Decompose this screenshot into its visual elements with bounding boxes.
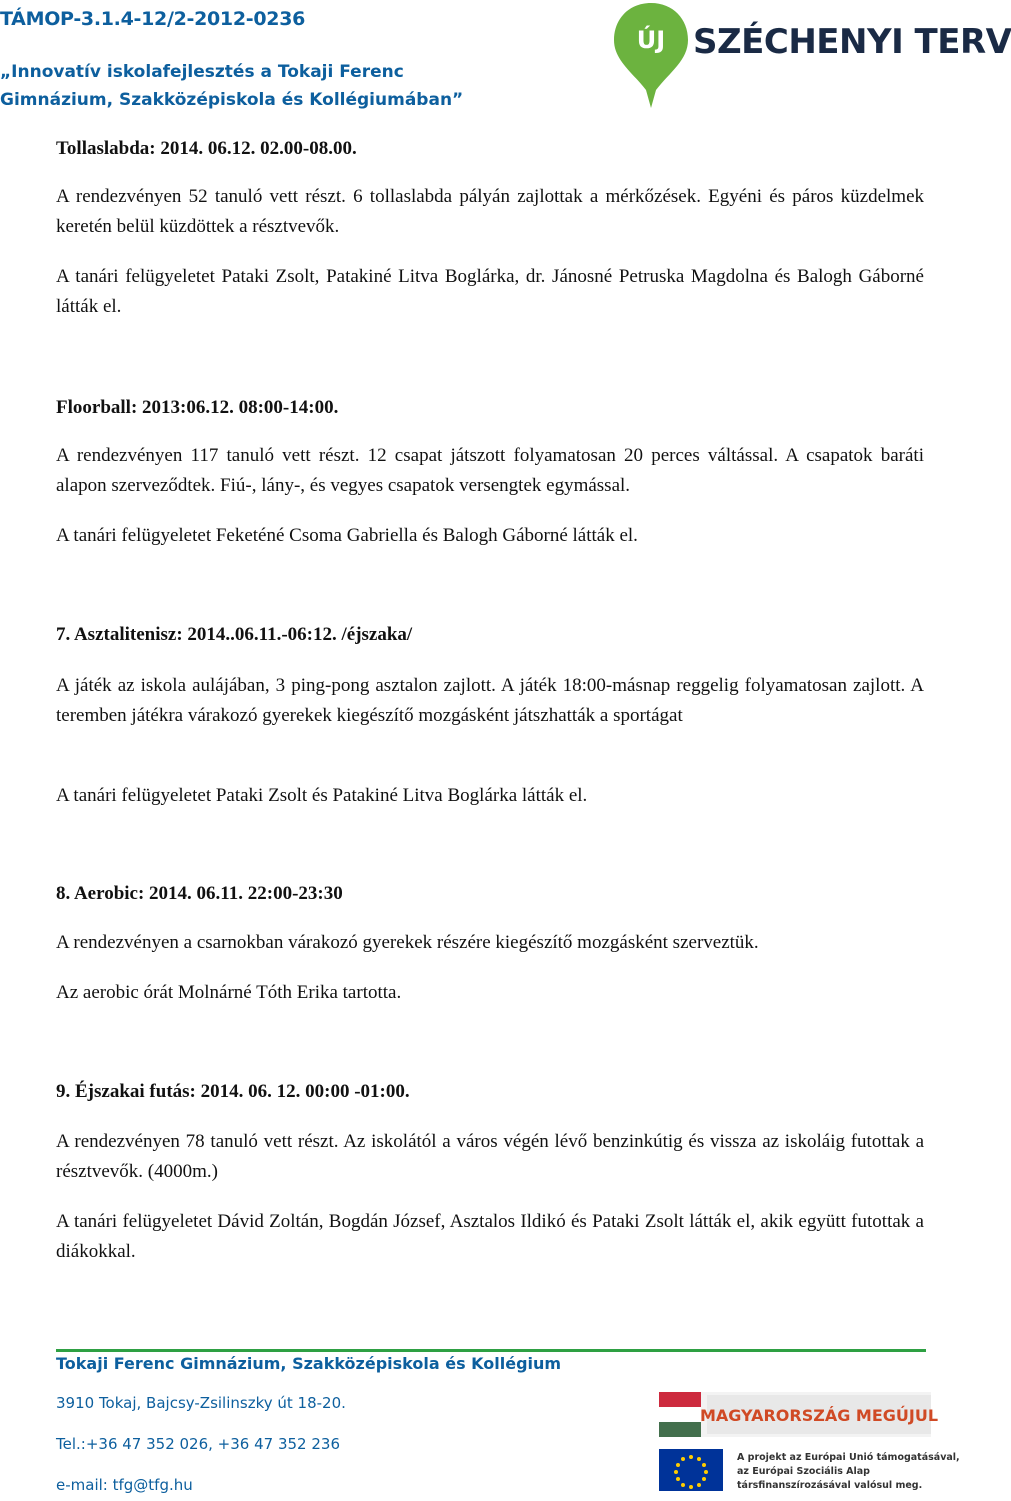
footer-address: 3910 Tokaj, Bajcsy-Zsilinszky út 18-20. (56, 1394, 346, 1412)
eu-support-badge (659, 1447, 960, 1493)
section-paragraph: A játék az iskola aulájában, 3 ping-pong asztalon zajlott. A játék 18:00-másnap reggelig folyamatosan zajlott. A teremben játékra várakozó gyerekek kiegészítő mozgásként játszhatták a sportágat (56, 675, 924, 726)
footer-rule (56, 1349, 926, 1352)
section-paragraph: A tanári felügyeletet Dávid Zoltán, Bogdán József, Asztalos Ildikó és Pataki Zsolt látták el, akik együtt futottak a diákokkal. (56, 1211, 924, 1262)
project-code: TÁMOP-3.1.4-12/2-2012-0236 (0, 8, 306, 30)
section-paragraph: A rendezvényen a csarnokban várakozó gyerekek részére kiegészítő mozgásként szerveztük. (56, 932, 759, 953)
footer-school-name: Tokaji Ferenc Gimnázium, Szakközépiskola és Kollégium (56, 1354, 562, 1373)
section-paragraph: A tanári felügyeletet Feketéné Csoma Gabriella és Balogh Gáborné látták el. (56, 525, 638, 546)
section-paragraph: A rendezvényen 78 tanuló vett részt. Az iskolától a város végén lévő benzinkútig és vissza az iskoláig futottak a résztvevők. (4000m.) (56, 1131, 924, 1182)
eu-line3: társfinanszírozásával valósul meg. (737, 1480, 923, 1491)
badge-slogan: MAGYARORSZÁG MEGÚJUL (699, 1406, 939, 1425)
section-paragraph: A tanári felügyeletet Pataki Zsolt, Patakiné Litva Boglárka, dr. Jánosné Petruska Magdolna és Balogh Gáborné látták el. (56, 266, 924, 317)
logo-badge-text: ÚJ (636, 26, 666, 54)
section-heading-badminton: Tollaslabda: 2014. 06.12. 02.00-08.00. (56, 138, 357, 159)
section-paragraph: A rendezvényen 52 tanuló vett részt. 6 tollaslabda pályán zajlottak a mérkőzések. Egyéni és páros küzdelmek keretén belül küzdöttek a résztvevők. (56, 186, 924, 237)
section-heading-floorball: Floorball: 2013:06.12. 08:00-14:00. (56, 397, 339, 418)
section-paragraph: A tanári felügyeletet Pataki Zsolt és Patakiné Litva Boglárka látták el. (56, 785, 588, 806)
section-heading-night-run: 9. Éjszakai futás: 2014. 06. 12. 00:00 -01:00. (56, 1081, 410, 1102)
footer-email: e-mail: tfg@tfg.hu (56, 1476, 193, 1494)
eu-line1: A projekt az Európai Unió támogatásával, (737, 1452, 960, 1463)
section-heading-aerobic: 8. Aerobic: 2014. 06.11. 22:00-23:30 (56, 883, 343, 904)
eu-line2: az Európai Szociális Alap (737, 1466, 870, 1477)
section-paragraph: A rendezvényen 117 tanuló vett részt. 12 csapat játszott folyamatosan 20 perces váltással. A csapatok baráti alapon szerveződtek. Fiú-, lány-, és vegyes csapatok versengtek egymással. (56, 445, 924, 496)
logo-name: SZÉCHENYI TERV (693, 22, 1011, 62)
project-title-line2: Gimnázium, Szakközépiskola és Kollégiumában” (0, 90, 464, 110)
szechenyi-terv-pin-logo (610, 0, 692, 112)
footer-phone: Tel.:+36 47 352 026, +36 47 352 236 (56, 1435, 340, 1453)
section-paragraph: Az aerobic órát Molnárné Tóth Erika tartotta. (56, 982, 402, 1003)
magyarorszag-megujul-badge (659, 1392, 939, 1437)
project-title-line1: „Innovatív iskolafejlesztés a Tokaji Ferenc (0, 62, 404, 82)
section-heading-table-tennis: 7. Asztalitenisz: 2014..06.11.-06:12. /éjszaka/ (56, 624, 413, 645)
